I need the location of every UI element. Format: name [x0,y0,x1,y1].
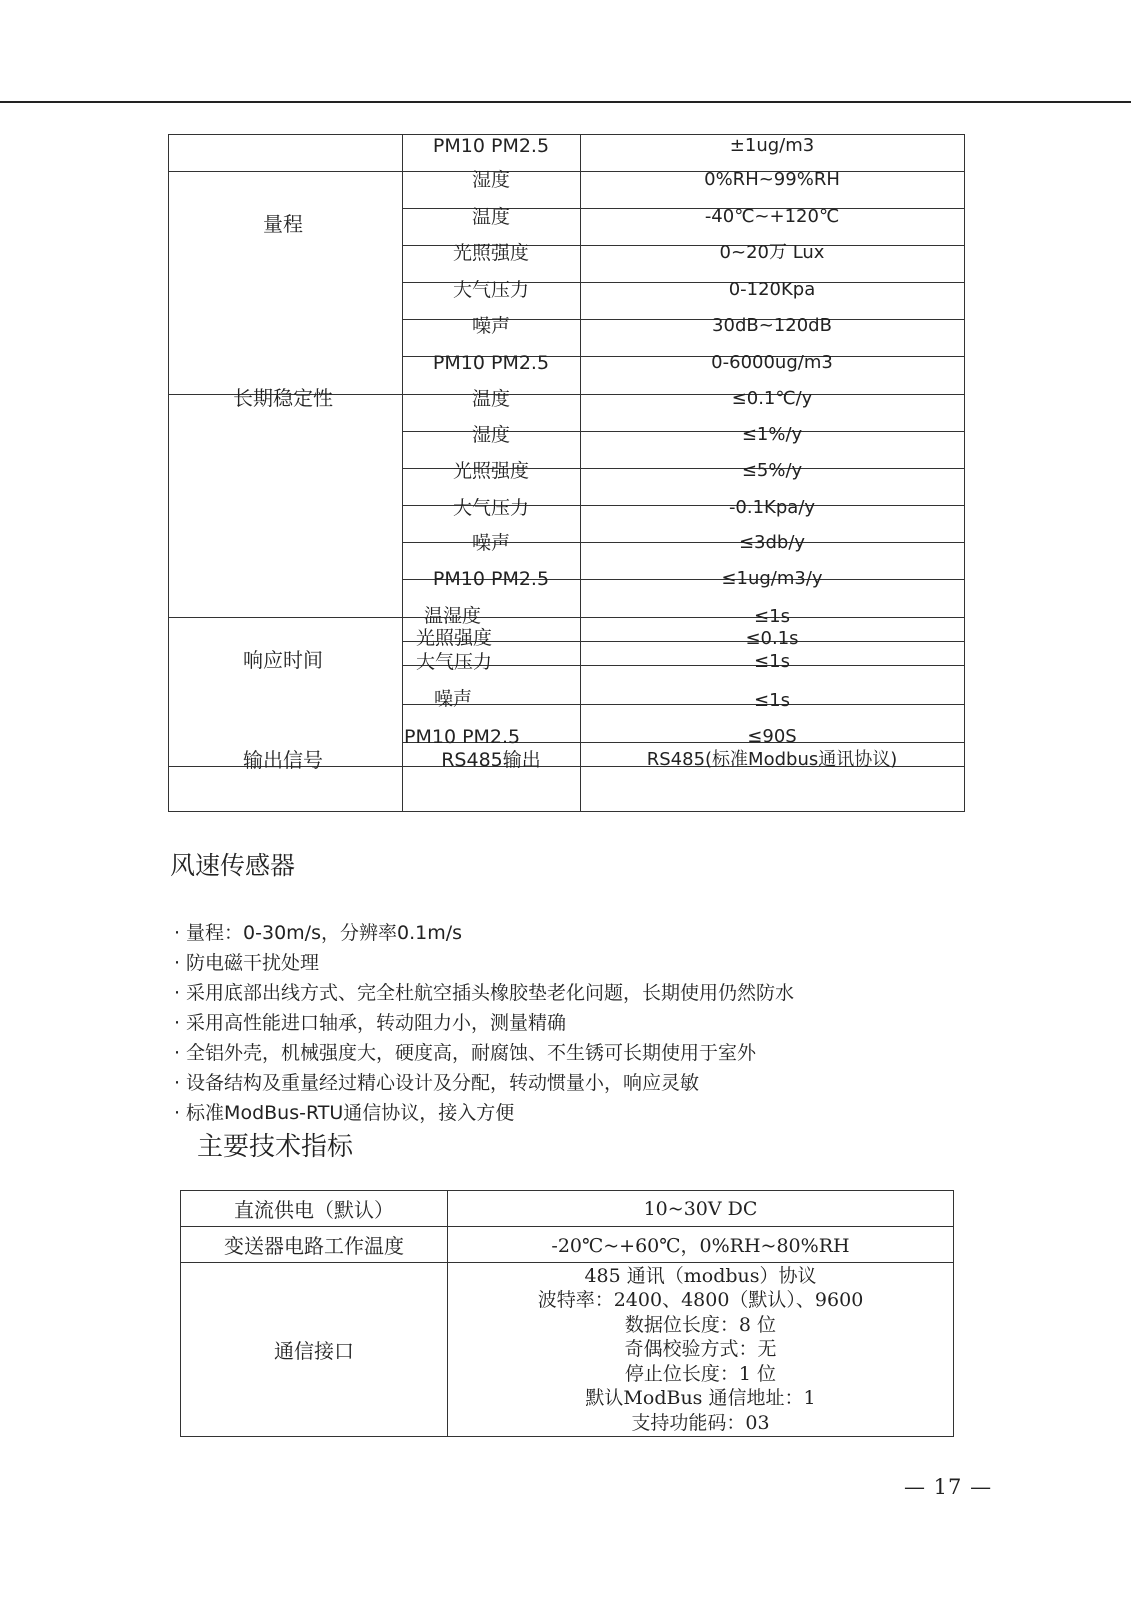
list-item: · 采用底部出线方式、完全杜航空插头橡胶垫老化问题，长期使用仍然防水 [174,978,794,1008]
table-row [181,1191,954,1227]
list-item: · 标准ModBus-RTU通信协议，接入方便 [174,1098,794,1128]
interface-line: 数据位长度：8 位 [624,1313,777,1336]
spec-value: ≤0.1s [745,628,799,649]
spec-name: 光照强度 [452,242,529,264]
spec-name: 大气压力 [452,279,529,301]
spec-table [168,134,964,812]
spec-name: 温度 [471,388,510,410]
list-item: · 全铝外壳，机械强度大，硬度高，耐腐蚀、不生锈可长期使用于室外 [174,1038,794,1068]
spec-name: PM10 PM2.5 [432,135,550,157]
table-cell-value: 10~30V DC [448,1191,954,1227]
spec-value: ≤0.1℃/y [731,388,813,409]
spec-name: 温湿度 [424,605,482,627]
tech-spec-table [180,1190,954,1437]
table-cell-value [448,1263,954,1437]
table-row [181,1263,954,1437]
spec-value: RS485(标准Modbus通讯协议) [646,749,898,770]
spec-value: 0~20万 Lux [719,242,825,263]
spec-value: -0.1Kpa/y [728,497,816,518]
spec-name: PM10 PM2.5 [432,352,550,374]
group-label-range: 量程 [263,212,303,236]
feature-list [174,918,794,1128]
spec-value: 0%RH~99%RH [704,169,840,190]
table-border [964,134,965,812]
interface-line: 停止位长度：1 位 [624,1362,777,1385]
spec-value: 30dB~120dB [712,315,832,336]
interface-line: 支持功能码：03 [631,1411,770,1434]
spec-value: ≤1%/y [741,424,803,445]
spec-name: 湿度 [471,169,510,191]
spec-name: 温度 [471,206,510,228]
spec-name: 湿度 [471,424,510,446]
interface-line: 波特率：2400、4800（默认）、9600 [537,1289,864,1312]
spec-name: RS485输出 [441,749,541,771]
spec-title: 主要技术指标 [197,1132,354,1162]
group-label-output: 输出信号 [243,748,323,772]
spec-value: ≤1s [754,690,790,711]
spec-name: 噪声 [471,532,510,554]
spec-value: 0-120Kpa [728,279,816,300]
list-item: · 采用高性能进口轴承，转动阻力小，测量精确 [174,1008,794,1038]
spec-name: PM10 PM2.5 [404,726,521,748]
list-item: · 设备结构及重量经过精心设计及分配，转动惯量小，响应灵敏 [174,1068,794,1098]
spec-value: ≤3db/y [738,532,806,553]
group-label-stability: 长期稳定性 [233,386,333,410]
spec-value: -40℃~+120℃ [704,206,840,227]
section-title: 风速传感器 [170,851,296,880]
spec-value: 0-6000ug/m3 [711,352,833,373]
spec-name: 噪声 [434,688,473,710]
interface-line: 默认ModBus 通信地址：1 [585,1387,816,1410]
group-label-response: 响应时间 [243,648,323,672]
interface-line: 485 通讯（modbus）协议 [584,1264,817,1287]
list-item: · 量程：0-30m/s，分辨率0.1m/s [174,918,794,948]
spec-name: 噪声 [471,315,510,337]
spec-name: PM10 PM2.5 [432,568,550,590]
table-cell-label: 变送器电路工作温度 [181,1227,448,1263]
spec-value: ≤90S [747,726,797,747]
spec-name: 大气压力 [416,651,493,673]
table-row [181,1227,954,1263]
table-cell-label: 通信接口 [181,1263,448,1437]
table-border [168,811,964,812]
spec-value: ≤5%/y [741,460,803,481]
spec-value: ≤1s [754,606,790,627]
table-cell-label: 直流供电（默认） [181,1191,448,1227]
header-rule [0,101,1131,103]
spec-name: 光照强度 [416,627,493,649]
list-item: · 防电磁干扰处理 [174,948,794,978]
spec-value: ≤1s [754,651,790,672]
interface-line: 奇偶校验方式：无 [624,1338,777,1361]
spec-name: 光照强度 [452,460,529,482]
spec-name: 大气压力 [452,497,529,519]
page-number: — 17 — [904,1475,993,1499]
table-cell-value: -20℃~+60℃，0%RH~80%RH [448,1227,954,1263]
spec-value: ±1ug/m3 [729,135,815,156]
spec-value: ≤1ug/m3/y [721,568,823,589]
